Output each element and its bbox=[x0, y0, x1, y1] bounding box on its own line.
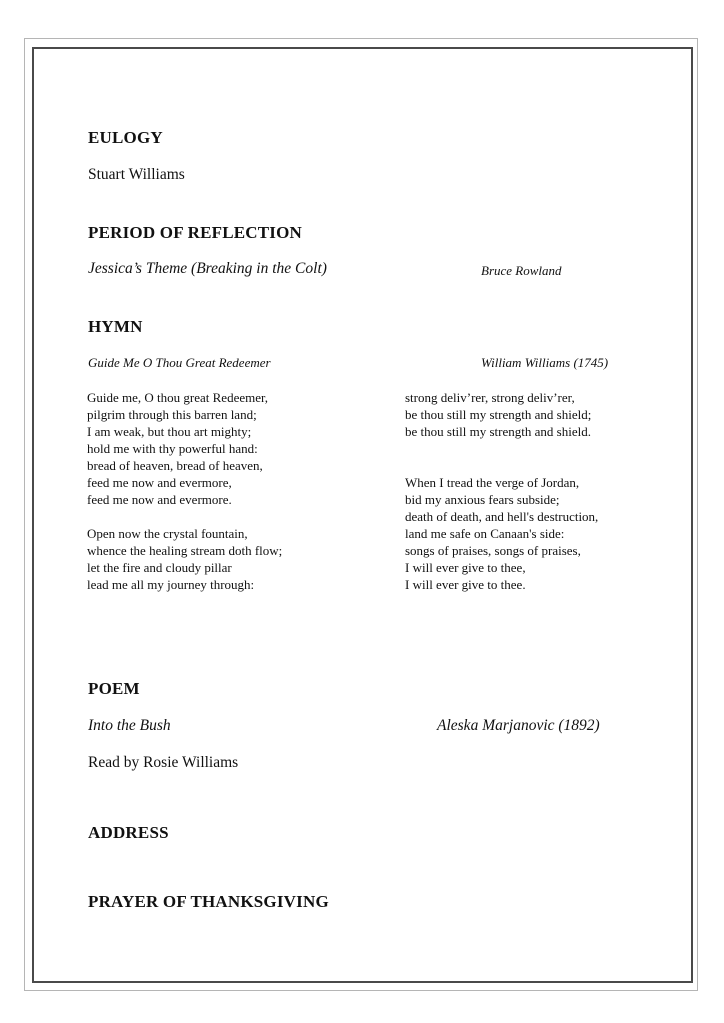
poem-reader: Read by Rosie Williams bbox=[88, 754, 239, 771]
verse-line: Open now the crystal fountain, bbox=[87, 526, 248, 541]
verse-line: be thou still my strength and shield. bbox=[405, 424, 591, 439]
verse-line: When I tread the verge of Jordan, bbox=[405, 475, 580, 490]
verse-line: hold me with thy powerful hand: bbox=[87, 441, 258, 456]
verse-line: land me safe on Canaan's side: bbox=[405, 526, 565, 541]
eulogy-heading: EULOGY bbox=[88, 128, 163, 147]
verse-line: strong deliv’rer, strong deliv’rer, bbox=[405, 390, 575, 405]
hymn-left-column bbox=[87, 389, 282, 593]
reflection-title: Jessica’s Theme (Breaking in the Colt) bbox=[88, 260, 327, 277]
prayer-heading: PRAYER OF THANKSGIVING bbox=[88, 892, 329, 911]
poem-title: Into the Bush bbox=[88, 717, 171, 734]
reflection-composer: Bruce Rowland bbox=[481, 263, 562, 278]
eulogy-speaker: Stuart Williams bbox=[88, 166, 185, 183]
hymn-title: Guide Me O Thou Great Redeemer bbox=[88, 355, 271, 370]
hymn-author: William Williams (1745) bbox=[481, 355, 609, 370]
reflection-heading: PERIOD OF REFLECTION bbox=[88, 223, 303, 242]
verse-line: bid my anxious fears subside; bbox=[405, 492, 560, 507]
verse-line: feed me now and evermore, bbox=[87, 475, 232, 490]
poem-heading: POEM bbox=[88, 679, 140, 698]
verse-line: I am weak, but thou art mighty; bbox=[87, 424, 252, 439]
verse-line: bread of heaven, bread of heaven, bbox=[87, 458, 263, 473]
verse-line: Guide me, O thou great Redeemer, bbox=[87, 390, 269, 405]
verse-line: I will ever give to thee, bbox=[405, 560, 526, 575]
verse-line: be thou still my strength and shield; bbox=[405, 407, 592, 422]
verse-line: songs of praises, songs of praises, bbox=[405, 543, 581, 558]
hymn-heading: HYMN bbox=[88, 317, 143, 336]
hymn-right-column bbox=[405, 389, 598, 593]
address-heading: ADDRESS bbox=[88, 823, 169, 842]
verse-line: let the fire and cloudy pillar bbox=[87, 560, 232, 575]
poem-author: Aleska Marjanovic (1892) bbox=[437, 717, 600, 734]
verse-line: pilgrim through this barren land; bbox=[87, 407, 257, 422]
verse-line: whence the healing stream doth flow; bbox=[87, 543, 283, 558]
verse-line: feed me now and evermore. bbox=[87, 492, 232, 507]
verse-line: death of death, and hell's destruction, bbox=[405, 509, 599, 524]
verse-line: I will ever give to thee. bbox=[405, 577, 526, 592]
verse-line: lead me all my journey through: bbox=[87, 577, 255, 592]
